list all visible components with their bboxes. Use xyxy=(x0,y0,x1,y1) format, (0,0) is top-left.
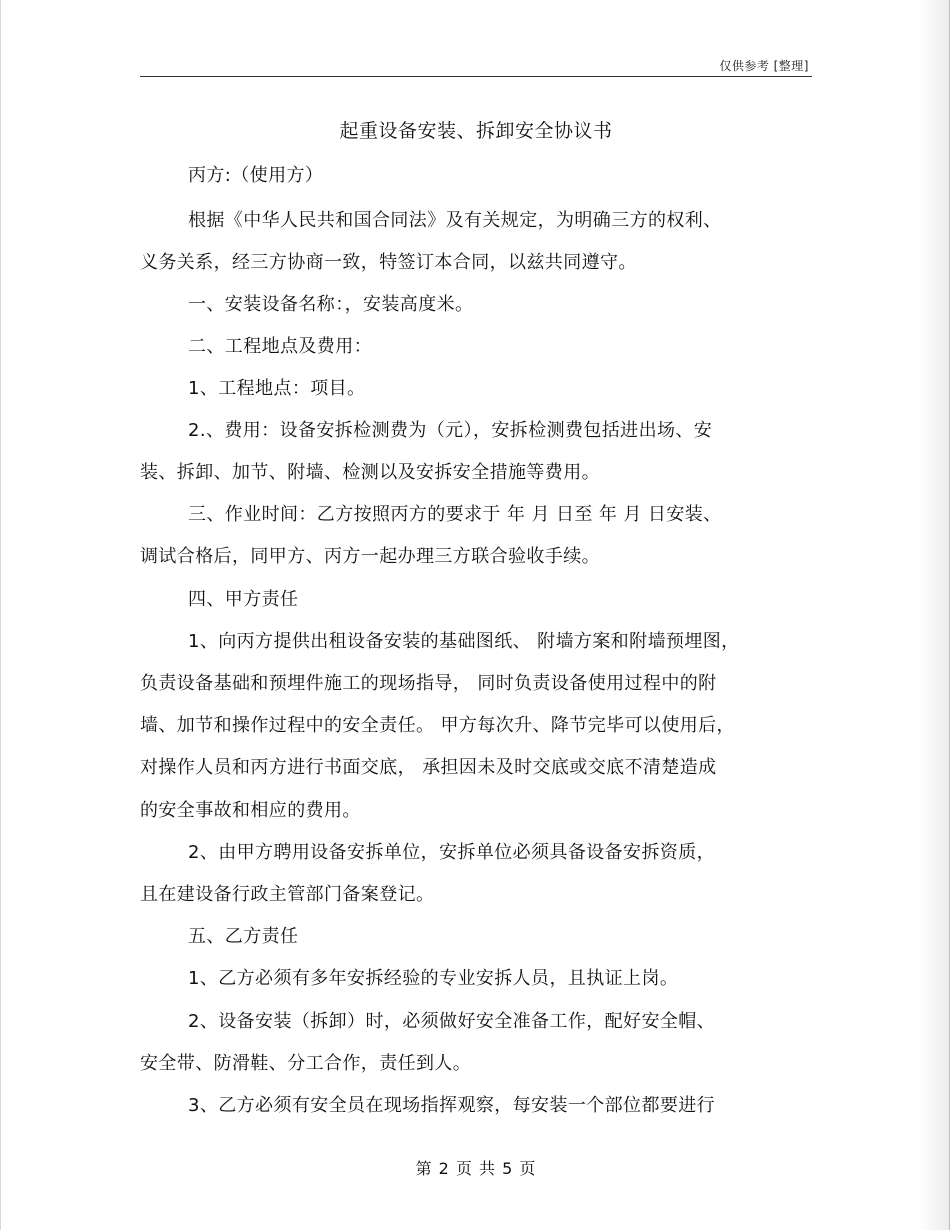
paragraph-line: 调试合格后，同甲方、丙方一起办理三方联合验收手续。 xyxy=(140,546,600,567)
paragraph-line: 2、由甲方聘用设备安拆单位，安拆单位必须具备设备安拆资质， xyxy=(188,842,716,863)
header-rule xyxy=(140,76,812,77)
paragraph-line: 1、向丙方提供出租设备安装的基础图纸、 附墙方案和附墙预埋图， xyxy=(188,631,740,652)
paragraph-line: 2、设备安装（拆卸）时，必须做好安全准备工作，配好安全帽、 xyxy=(188,1011,716,1032)
paragraph-line: 对操作人员和丙方进行书面交底， 承担因未及时交底或交底不清楚造成 xyxy=(140,757,717,778)
paragraph-line: 1、工程地点：项目。 xyxy=(188,378,366,399)
section-heading: 四、甲方责任 xyxy=(188,589,299,610)
paragraph-line: 3、乙方必须有安全员在现场指挥观察，每安装一个部位都要进行 xyxy=(188,1095,716,1116)
paragraph-line: 墙、加节和操作过程中的安全责任。 甲方每次升、降节完毕可以使用后， xyxy=(140,715,735,736)
section-heading: 五、乙方责任 xyxy=(188,926,299,947)
paragraph-line: 负责设备基础和预埋件施工的现场指导， 同时负责设备使用过程中的附 xyxy=(140,673,717,694)
paragraph-line: 1、乙方必须有多年安拆经验的专业安拆人员，且执证上岗。 xyxy=(188,968,679,989)
section-heading: 二、工程地点及费用： xyxy=(188,336,372,357)
paragraph-line: 义务关系，经三方协商一致，特签订本合同，以兹共同遵守。 xyxy=(140,252,637,273)
page-number-footer: 第 2 页 共 5 页 xyxy=(415,1159,537,1178)
paragraph-line: 安全带、防滑鞋、分工合作，责任到人。 xyxy=(140,1053,472,1074)
paragraph-line: 的安全事故和相应的费用。 xyxy=(140,800,361,821)
section-heading: 一、安装设备名称：，安装高度米。 xyxy=(188,294,474,315)
document-title: 起重设备安装、拆卸安全协议书 xyxy=(339,120,613,142)
paragraph-line: 且在建设备行政主管部门备案登记。 xyxy=(140,884,435,905)
section-heading: 三、作业时间：乙方按照丙方的要求于 年 月 日至 年 月 日安装、 xyxy=(188,504,722,525)
header-note: 仅供参考 [整理] xyxy=(719,59,809,73)
page-edge-shadow xyxy=(919,0,949,1230)
paragraph-line: 2.、费用：设备安拆检测费为（元），安拆检测费包括进出场、安 xyxy=(188,420,713,441)
paragraph-line: 根据《中华人民共和国合同法》及有关规定，为明确三方的权利、 xyxy=(188,210,722,231)
paragraph-line: 装、拆卸、加节、附墙、检测以及安拆安全措施等费用。 xyxy=(140,462,600,483)
party-c-line: 丙方:（使用方） xyxy=(188,165,324,186)
